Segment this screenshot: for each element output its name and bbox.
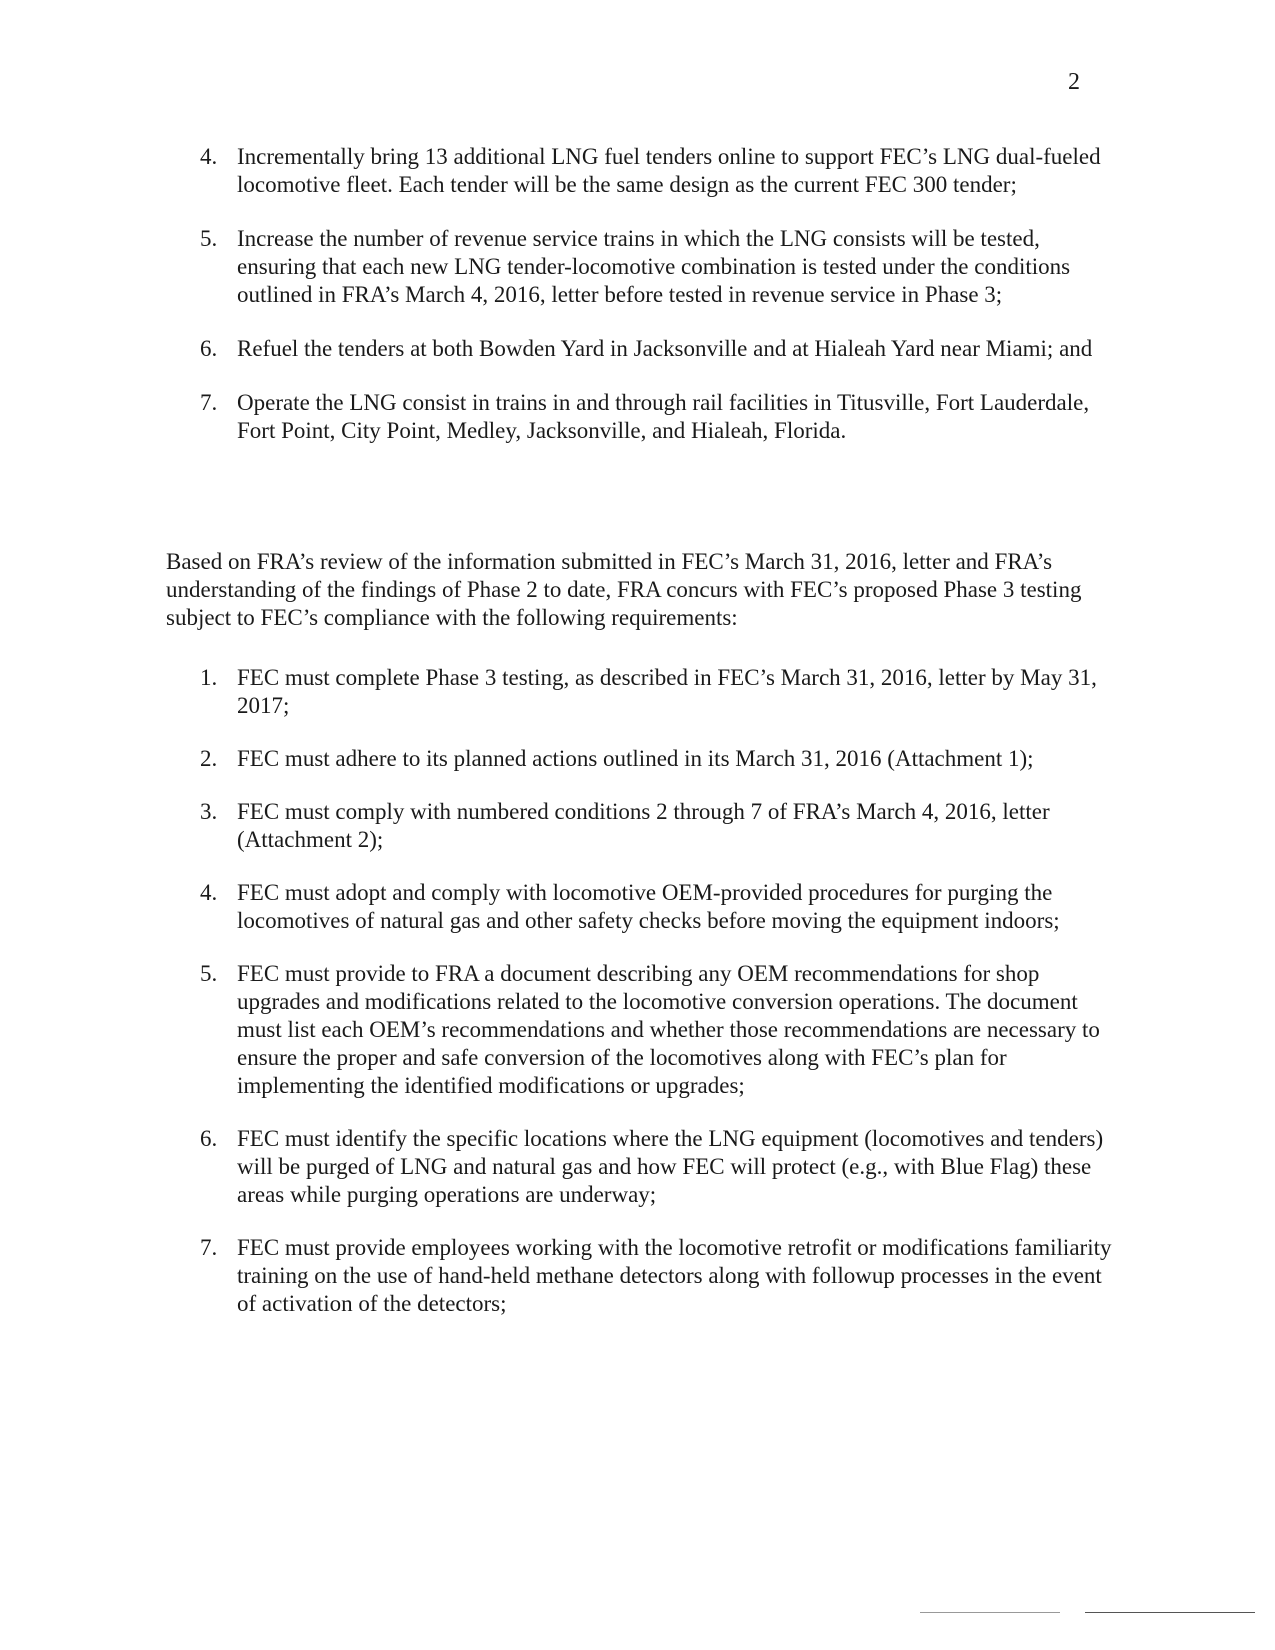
list-item: [200, 143, 1120, 199]
list-item: [200, 1234, 1120, 1318]
list-item-number: 7.: [200, 390, 218, 415]
list-item-number: 4.: [200, 144, 218, 169]
page-number: 2: [1068, 69, 1080, 95]
list-item-text: Incrementally bring 13 additional LNG fuel tenders online to support FEC’s LNG dual-fueled locomotive fleet. Each tender will be the same design as the current FEC 300 tender;: [237, 144, 1101, 197]
list-item: [200, 745, 1120, 773]
list-item: [200, 879, 1120, 935]
list-item: [200, 960, 1120, 1100]
list-item: [200, 389, 1120, 445]
list-item-number: 2.: [200, 746, 218, 771]
footer-divider: [920, 1612, 1060, 1613]
body-paragraph: Based on FRA’s review of the information submitted in FEC’s March 31, 2016, letter and FRA’s understanding of the findings of Phase 2 to date, FRA concurs with FEC’s proposed Phase 3 testing subject to FEC’s compliance with the following requirements:: [166, 549, 1082, 630]
list-item-text: Refuel the tenders at both Bowden Yard in Jacksonville and at Hialeah Yard near Miami; and: [237, 336, 1093, 361]
list-item-number: 6.: [200, 1126, 218, 1151]
action-list: [200, 143, 1120, 471]
list-item-text: Increase the number of revenue service trains in which the LNG consists will be tested, ensuring that each new LNG tender-locomotive combination is tested under the conditions outlined in FRA’s March 4, 2016, letter before tested in revenue service in Phase 3;: [237, 226, 1071, 307]
list-item-number: 5.: [200, 961, 218, 986]
list-item-text: Operate the LNG consist in trains in and through rail facilities in Titusville, Fort Lauderdale, Fort Point, City Point, Medley, Jacksonville, and Hialeah, Florida.: [237, 390, 1090, 443]
list-item-number: 4.: [200, 880, 218, 905]
list-item-text: FEC must complete Phase 3 testing, as described in FEC’s March 31, 2016, letter by May 31, 2017;: [237, 665, 1097, 718]
list-item-text: FEC must provide employees working with the locomotive retrofit or modifications familiarity training on the use of hand-held methane detectors along with followup processes in the event of activation of the detectors;: [237, 1235, 1112, 1316]
list-item: [200, 1125, 1120, 1209]
list-item-text: FEC must comply with numbered conditions 2 through 7 of FRA’s March 4, 2016, letter (Attachment 2);: [237, 799, 1050, 852]
requirements-list: [200, 664, 1120, 1343]
list-item-number: 6.: [200, 336, 218, 361]
list-item-number: 5.: [200, 226, 218, 251]
list-item-number: 1.: [200, 665, 218, 690]
list-item-text: FEC must adhere to its planned actions outlined in its March 31, 2016 (Attachment 1);: [237, 746, 1034, 771]
list-item: [200, 225, 1120, 309]
list-item-text: FEC must adopt and comply with locomotive OEM-provided procedures for purging the locomotives of natural gas and other safety checks before moving the equipment indoors;: [237, 880, 1060, 933]
list-item-text: FEC must provide to FRA a document describing any OEM recommendations for shop upgrades and modifications related to the locomotive conversion operations. The document must list each OEM’s recommendations and whether those recommendations are necessary to ensure the proper and safe conversion of the locomotives along with FEC’s plan for implementing the identified modifications or upgrades;: [237, 961, 1100, 1098]
list-item: [200, 664, 1120, 720]
list-item-text: FEC must identify the specific locations where the LNG equipment (locomotives and tenders) will be purged of LNG and natural gas and how FEC will protect (e.g., with Blue Flag) these areas while purging operations are underway;: [237, 1126, 1104, 1207]
list-item-number: 3.: [200, 799, 218, 824]
list-item: [200, 335, 1120, 363]
footer-divider: [1085, 1612, 1255, 1613]
list-item-number: 7.: [200, 1235, 218, 1260]
list-item: [200, 798, 1120, 854]
